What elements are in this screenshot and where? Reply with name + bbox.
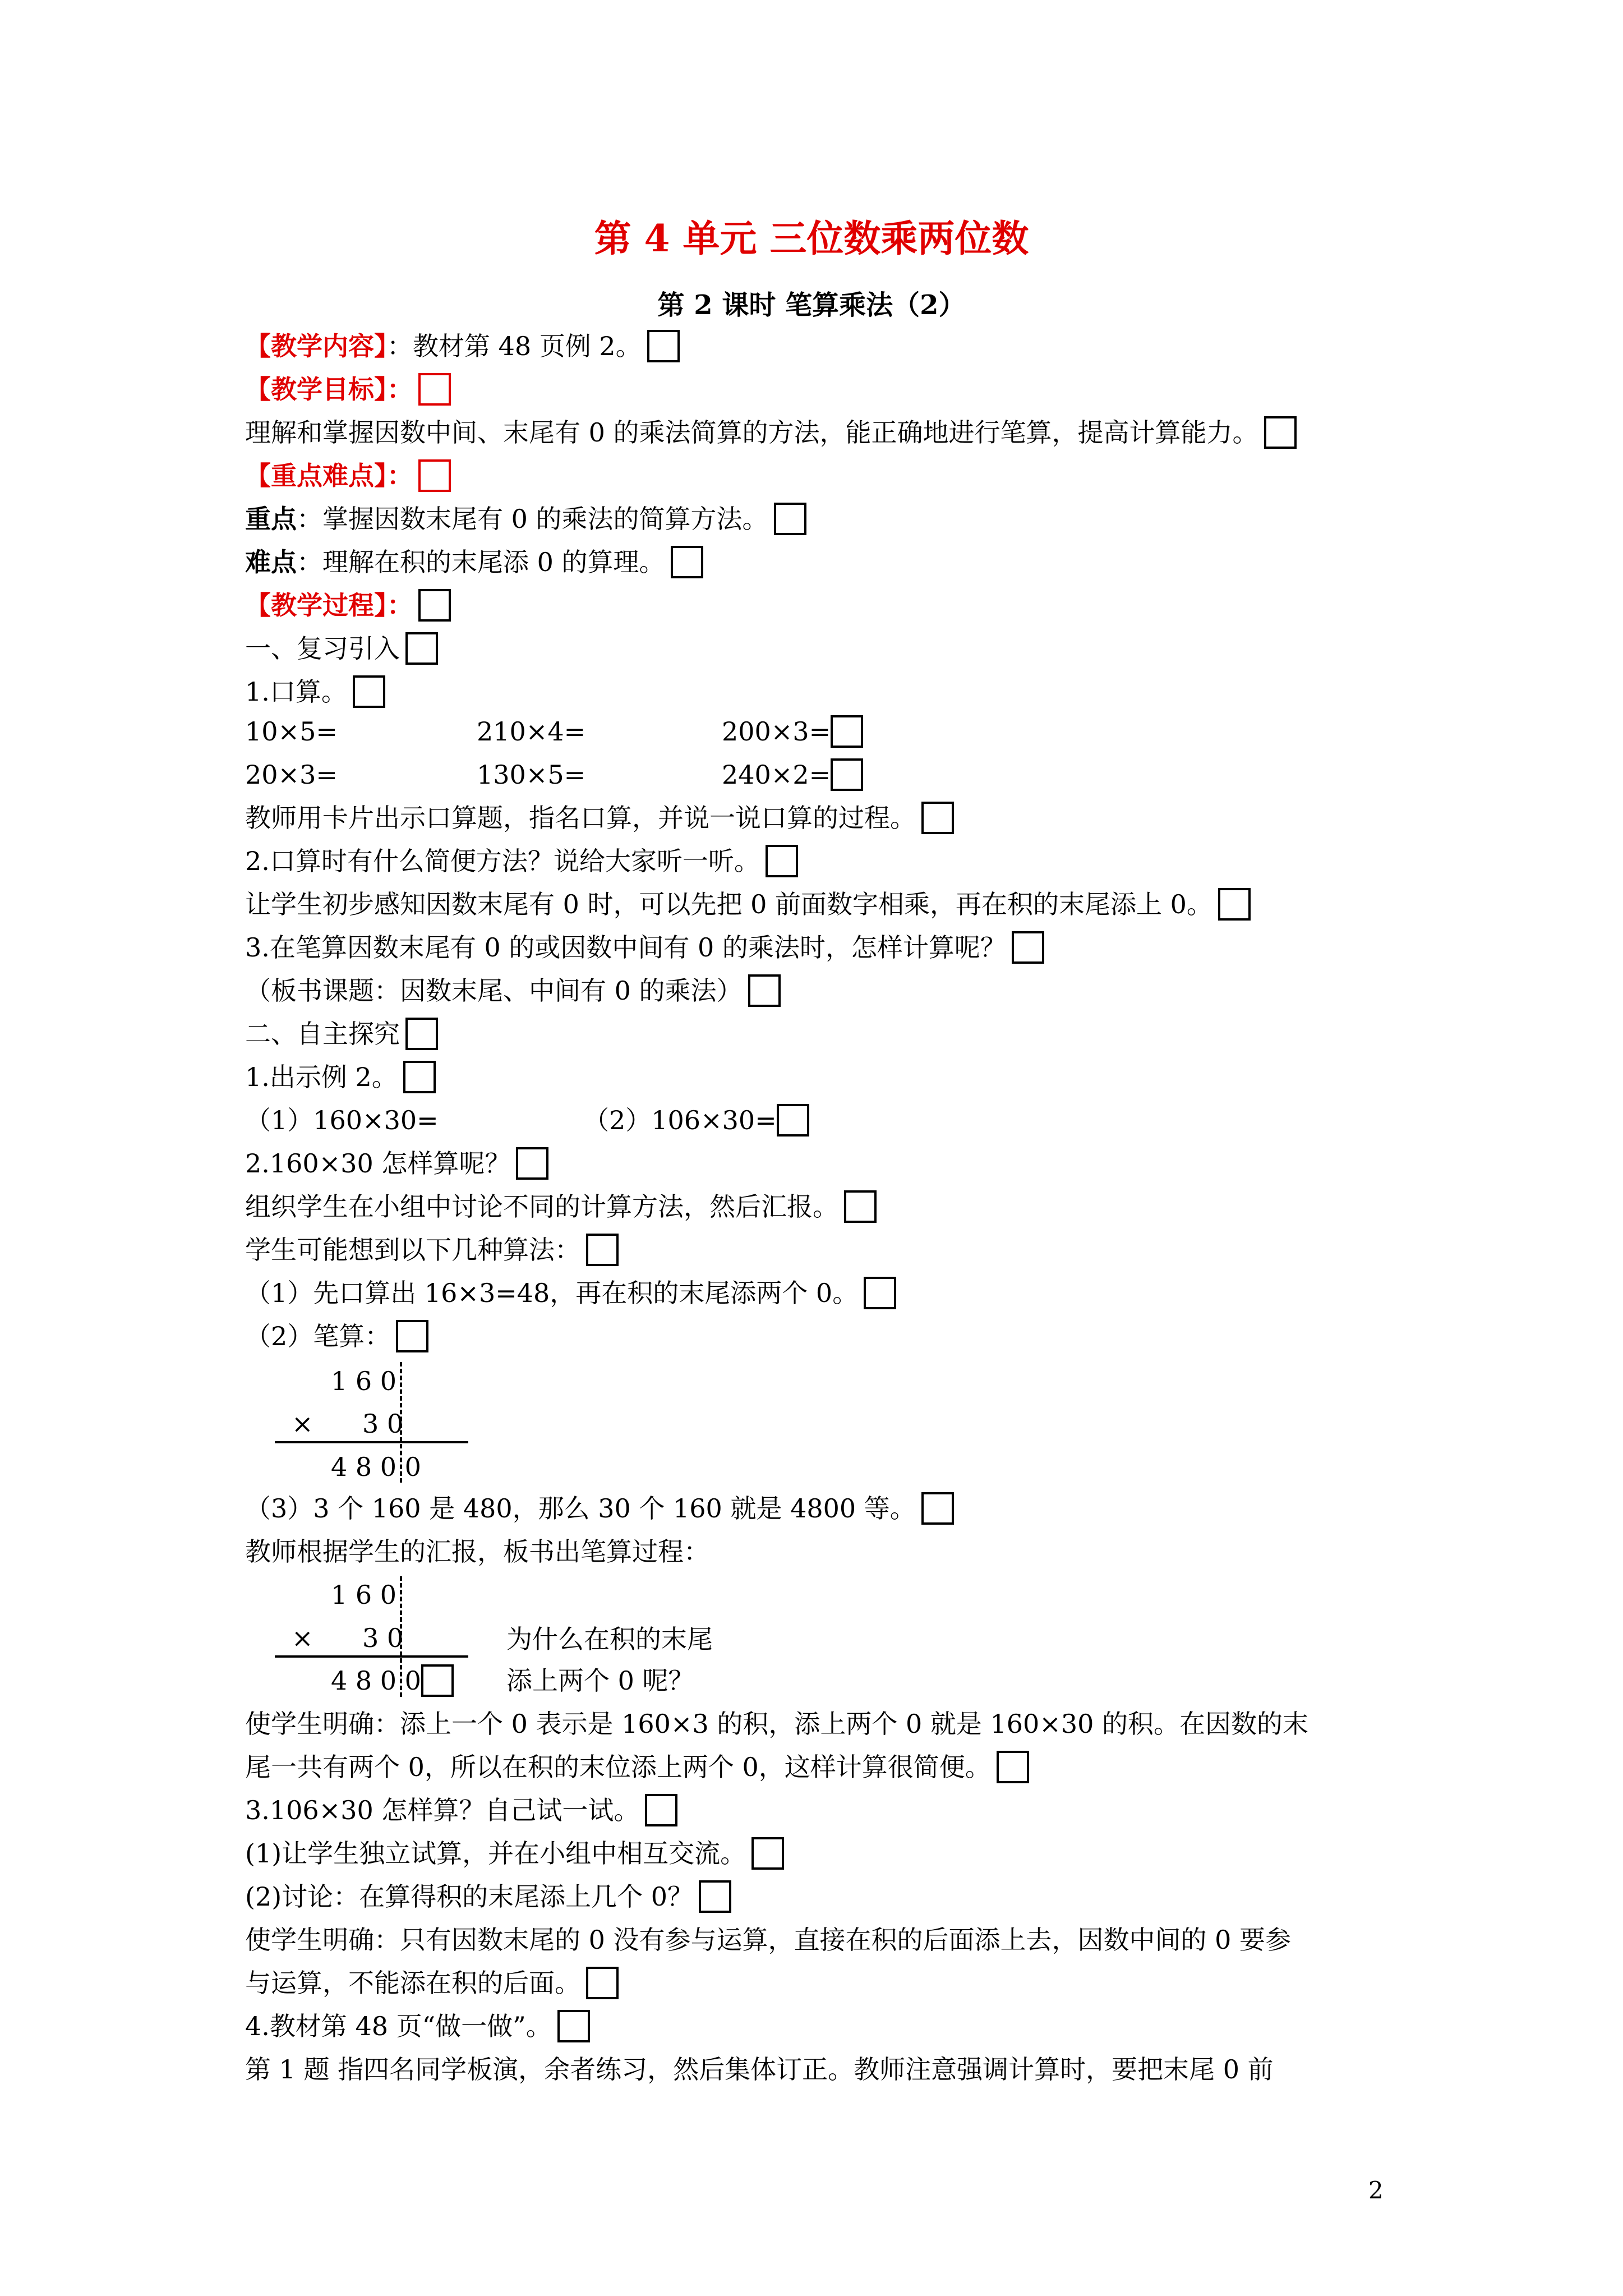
document-title: 第 4 单元 三位数乘两位数 <box>594 217 1029 260</box>
colon: ： <box>387 374 413 404</box>
checkbox[interactable] <box>418 459 451 492</box>
s1-item-4-text: 让学生初步感知因数末尾有 0 时，可以先把 0 前面数字相乘，再在积的末尾添上 0。 <box>245 889 1212 919</box>
s2-item-16 <box>245 2009 590 2045</box>
teaching-goal-heading <box>245 372 451 408</box>
checkbox[interactable] <box>1012 931 1044 964</box>
page-number: 2 <box>1368 2177 1384 2204</box>
checkbox[interactable] <box>405 1018 438 1050</box>
checkbox[interactable] <box>647 330 680 362</box>
difficulty-line <box>245 545 703 581</box>
key-difficulty-label: 【重点难点】 <box>245 461 387 491</box>
checkbox[interactable] <box>921 802 954 834</box>
s1-item-3-text: 2.口算时有什么简便方法？说给大家听一听。 <box>245 846 760 876</box>
checkbox[interactable] <box>421 1664 454 1697</box>
s2-item-14 <box>245 1923 1291 1957</box>
key-difficulty-heading <box>245 459 451 494</box>
colon: ： <box>387 590 413 620</box>
checkbox[interactable] <box>516 1147 548 1180</box>
checkbox[interactable] <box>844 1190 877 1223</box>
s2-item-1 <box>245 1060 436 1096</box>
s1-item-6-text: （板书课题：因数末尾、中间有 0 的乘法） <box>245 976 743 1006</box>
checkbox[interactable] <box>418 589 451 622</box>
difficulty-label: 难点 <box>245 547 297 577</box>
s2-item-8-text: 教师根据学生的汇报，板书出笔算过程： <box>245 1536 709 1567</box>
zero-separator-line <box>400 1362 402 1483</box>
checkbox[interactable] <box>831 758 863 791</box>
calc-row-product: 4 8 0 0 <box>331 1665 421 1696</box>
checkbox[interactable] <box>921 1492 954 1525</box>
teaching-goal-label: 【教学目标】 <box>245 374 387 404</box>
example-1: （1）160×30= <box>245 1105 439 1135</box>
checkbox[interactable] <box>557 2010 590 2042</box>
s2-item-16-text: 4.教材第 48 页“做一做”。 <box>245 2011 552 2041</box>
teaching-goal-text-line <box>245 416 1297 451</box>
oral-problem: 130×5= <box>477 760 586 790</box>
teaching-content-text: ：教材第 48 页例 2。 <box>387 331 642 361</box>
s1-item-6 <box>245 974 781 1009</box>
s2-item-10 <box>245 1750 1029 1786</box>
s1-item-1 <box>245 675 385 710</box>
s2-item-6 <box>245 1319 428 1355</box>
checkbox[interactable] <box>418 373 451 406</box>
checkbox[interactable] <box>1218 888 1251 921</box>
calc-row-multiplicand: 1 6 0 <box>331 1580 397 1610</box>
example-2: （2）106×30= <box>583 1105 777 1135</box>
s2-item-11-text: 3.106×30 怎样算？自己试一试。 <box>245 1795 640 1825</box>
s2-item-8 <box>245 1535 709 1568</box>
s2-item-15 <box>245 1966 619 2001</box>
oral-problem-with-box <box>722 715 863 750</box>
calc-row-product-with-box <box>331 1664 454 1699</box>
calc-operator: × <box>292 1409 313 1439</box>
teaching-goal-text: 理解和掌握因数中间、末尾有 0 的乘法简算的方法，能正确地进行笔算，提高计算能力。 <box>245 417 1258 448</box>
checkbox[interactable] <box>586 1234 619 1266</box>
teaching-content-label: 【教学内容】 <box>245 331 387 361</box>
calc-question-line-2: 添上两个 0 呢？ <box>506 1665 694 1696</box>
checkbox[interactable] <box>997 1751 1029 1783</box>
oral-problem: 10×5= <box>245 716 338 747</box>
process-heading <box>245 588 451 624</box>
checkbox[interactable] <box>586 1967 619 1999</box>
teaching-content-line <box>245 329 680 365</box>
colon: ： <box>387 461 413 491</box>
s2-item-6-text: （2）笔算： <box>245 1321 391 1351</box>
section-1-text: 一、复习引入 <box>245 633 400 664</box>
s2-item-3 <box>245 1190 877 1225</box>
section-1-heading <box>245 632 438 667</box>
s2-item-2 <box>245 1147 548 1182</box>
checkbox[interactable] <box>353 675 385 708</box>
key-point-text: ：掌握因数末尾有 0 的乘法的简算方法。 <box>297 504 768 534</box>
difficulty-text: ：理解在积的末尾添 0 的算理。 <box>297 547 665 577</box>
s2-item-7 <box>245 1492 954 1527</box>
calc-underline <box>275 1441 468 1443</box>
zero-separator-line <box>400 1576 402 1697</box>
process-label: 【教学过程】 <box>245 590 387 620</box>
s2-item-12 <box>245 1837 784 1872</box>
oral-problem-with-box <box>722 758 863 793</box>
checkbox[interactable] <box>766 845 798 877</box>
s1-item-2 <box>245 801 954 836</box>
key-point-label: 重点 <box>245 504 297 534</box>
s1-item-4 <box>245 887 1251 923</box>
checkbox[interactable] <box>774 503 806 535</box>
oral-problem: 210×4= <box>477 716 586 747</box>
s2-item-14-text: 使学生明确：只有因数末尾的 0 没有参与运算，直接在积的后面添上去，因数中间的 0 要参 <box>245 1925 1292 1955</box>
s2-item-17 <box>245 2053 1274 2086</box>
oral-problem: 20×3= <box>245 760 338 790</box>
s2-item-9-text: 使学生明确：添上一个 0 表示是 160×3 的积，添上两个 0 就是 160×30 的积。在因数的末 <box>245 1709 1308 1739</box>
s2-item-5 <box>245 1276 896 1312</box>
s1-item-2-text: 教师用卡片出示口算题，指名口算，并说一说口算的过程。 <box>245 803 916 833</box>
s2-item-11 <box>245 1793 677 1829</box>
checkbox[interactable] <box>396 1320 428 1352</box>
s1-item-5 <box>245 931 1044 966</box>
calc-operator: × <box>292 1623 313 1653</box>
checkbox[interactable] <box>699 1880 731 1913</box>
checkbox[interactable] <box>831 715 863 748</box>
s2-item-2-text: 2.160×30 怎样算呢？ <box>245 1148 511 1179</box>
s2-item-9 <box>245 1707 1308 1741</box>
checkbox[interactable] <box>405 632 438 665</box>
checkbox[interactable] <box>751 1837 784 1870</box>
lesson-subtitle: 第 2 课时 笔算乘法（2） <box>657 289 966 321</box>
calc-row-multiplier: 3 0 <box>362 1623 404 1653</box>
example-2-with-box <box>583 1103 809 1139</box>
calc-row-multiplicand: 1 6 0 <box>331 1366 397 1396</box>
checkbox[interactable] <box>748 974 781 1007</box>
s2-item-17-text: 第 1 题 指四名同学板演，余者练习，然后集体订正。教师注意强调计算时，要把末尾 0 前 <box>245 2054 1274 2085</box>
checkbox[interactable] <box>671 546 703 578</box>
s2-item-13-text: (2)讨论：在算得积的末尾添上几个 0？ <box>245 1881 694 1912</box>
s1-item-1-text: 1.口算。 <box>245 677 347 707</box>
s2-item-15-text: 与运算，不能添在积的后面。 <box>245 1968 580 1998</box>
checkbox[interactable] <box>864 1277 896 1309</box>
calc-row-multiplier: 3 0 <box>362 1409 404 1439</box>
s2-item-12-text: (1)让学生独立试算，并在小组中相互交流。 <box>245 1838 746 1869</box>
checkbox[interactable] <box>777 1104 809 1137</box>
checkbox[interactable] <box>1264 416 1297 449</box>
calc-underline <box>275 1655 468 1658</box>
s2-item-4-text: 学生可能想到以下几种算法： <box>245 1235 580 1265</box>
oral-problem: 240×2= <box>722 760 831 790</box>
s2-item-1-text: 1.出示例 2。 <box>245 1062 398 1092</box>
calc-question-line-1: 为什么在积的末尾 <box>506 1624 713 1654</box>
s2-item-5-text: （1）先口算出 16×3=48，再在积的末尾添两个 0。 <box>245 1278 859 1308</box>
checkbox[interactable] <box>645 1794 677 1826</box>
checkbox[interactable] <box>403 1061 436 1093</box>
calc-row-product: 4 8 0 0 <box>331 1452 421 1482</box>
s2-item-4 <box>245 1233 619 1268</box>
s2-item-7-text: （3）3 个 160 是 480，那么 30 个 160 就是 4800 等。 <box>245 1493 916 1524</box>
s2-item-3-text: 组织学生在小组中讨论不同的计算方法，然后汇报。 <box>245 1191 838 1222</box>
oral-problem: 200×3= <box>722 716 831 747</box>
s1-item-5-text: 3.在笔算因数末尾有 0 的或因数中间有 0 的乘法时，怎样计算呢？ <box>245 932 1006 963</box>
key-point-line <box>245 502 806 537</box>
s1-item-3 <box>245 844 798 880</box>
section-2-text: 二、自主探究 <box>245 1019 400 1049</box>
section-2-heading <box>245 1017 438 1052</box>
s2-item-10-text: 尾一共有两个 0，所以在积的末位添上两个 0，这样计算很简便。 <box>245 1752 991 1782</box>
s2-item-13 <box>245 1880 731 1915</box>
